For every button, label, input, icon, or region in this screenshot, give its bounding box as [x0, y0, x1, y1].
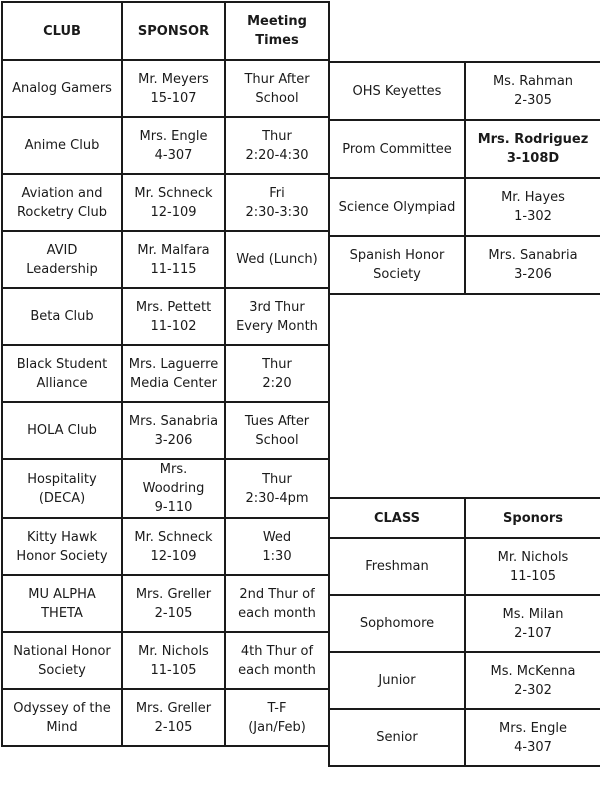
- meeting-header-line: Times: [255, 33, 299, 48]
- club-column-header: CLUB: [2, 2, 122, 60]
- club-sponsor-cell-line: 2-305: [514, 93, 552, 108]
- club-name-cell: [329, 236, 465, 294]
- meeting-time-cell: [225, 231, 329, 288]
- club-sponsor-cell-line: Mrs. Sanabria: [488, 248, 578, 263]
- club-name-cell-line: Society: [38, 662, 86, 678]
- class-name-cell-line: Junior: [378, 673, 416, 688]
- club-row: [2, 402, 329, 459]
- club-name-cell: [2, 632, 122, 689]
- meeting-time-cell-line: Thur: [262, 471, 292, 487]
- club-row: [2, 632, 329, 689]
- extra-clubs-table-body: [329, 62, 600, 294]
- club-sponsor-cell-line: Mrs. Sanabria: [128, 413, 219, 429]
- club-name-cell-line: THETA: [41, 605, 83, 621]
- class-sponsor-cell-line: 11-105: [509, 568, 557, 584]
- club-row: [2, 459, 329, 518]
- meeting-time-cell-line: Wed (Lunch): [236, 252, 318, 267]
- club-sponsor-cell-line: Mr. Nichols: [138, 643, 209, 659]
- club-row: [2, 518, 329, 575]
- class-sponsor-cell-line: 4-307: [514, 739, 552, 755]
- club-sponsor-cell-line: 12-109: [150, 548, 197, 564]
- meeting-time-cell-line: 2nd Thur of: [239, 586, 315, 602]
- club-sponsor-cell-line: Mr. Meyers: [138, 71, 209, 87]
- club-sponsor-cell-line: 9-110: [154, 500, 193, 515]
- meeting-time-cell-line: School: [255, 90, 299, 106]
- club-name-cell-line: Honor Society: [16, 548, 108, 564]
- club-sponsor-cell: [122, 345, 225, 402]
- club-name-cell-line: Anime Club: [24, 138, 100, 153]
- club-sponsor-cell-line: 11-102: [150, 318, 197, 334]
- club-row: [2, 689, 329, 746]
- class-row: [329, 709, 600, 766]
- meeting-time-cell: [225, 117, 329, 174]
- club-sponsor-cell-line: Ms. Rahman: [492, 74, 574, 89]
- club-name-cell-line: Analog Gamers: [12, 81, 112, 96]
- class-name-cell-line: Senior: [376, 730, 418, 745]
- club-sponsor-cell-line: Mrs. Greller: [135, 586, 212, 602]
- sponsors-column-header: Sponors: [465, 498, 600, 538]
- club-sponsor-cell: [122, 689, 225, 746]
- club-name-cell-line: Prom Committee: [342, 141, 452, 157]
- meeting-time-cell-line: 2:30-4pm: [245, 490, 309, 506]
- club-sponsor-cell-line: Mr. Hayes: [501, 190, 565, 205]
- club-sponsor-cell-line: Media Center: [130, 375, 217, 391]
- meeting-time-cell: [225, 345, 329, 402]
- class-column-header: CLASS: [329, 498, 465, 538]
- class-row: [329, 595, 600, 652]
- meeting-time-cell-line: each month: [238, 605, 316, 621]
- meeting-time-cell: [225, 402, 329, 459]
- meeting-time-cell: [225, 459, 329, 518]
- club-name-cell-line: Alliance: [36, 375, 88, 391]
- club-name-cell: [329, 178, 465, 236]
- club-name-cell-line: Beta Club: [30, 309, 94, 324]
- meeting-header-line: Meeting: [247, 14, 307, 29]
- club-sponsor-cell-line: Woodring: [142, 481, 205, 496]
- club-sponsor-cell-line: Mrs. Rodriguez: [477, 132, 589, 147]
- club-name-cell-line: Spanish Honor: [349, 248, 445, 263]
- class-sponsor-cell-line: Ms. McKenna: [490, 663, 576, 679]
- club-row: [2, 174, 329, 231]
- club-row: [2, 345, 329, 402]
- class-sponsor-cell: [465, 709, 600, 766]
- club-name-cell-line: Leadership: [26, 261, 98, 277]
- class-name-cell: [329, 652, 465, 709]
- club-name-cell: [2, 117, 122, 174]
- club-sponsor-cell: [122, 402, 225, 459]
- meeting-time-cell-line: 1:30: [262, 548, 292, 564]
- club-name-cell-line: Society: [373, 267, 421, 282]
- class-sponsor-cell-line: Ms. Milan: [502, 606, 564, 622]
- class-sponsor-cell: [465, 652, 600, 709]
- club-name-cell-line: Kitty Hawk: [26, 529, 98, 545]
- club-row: [2, 60, 329, 117]
- extra-club-row: [329, 178, 600, 236]
- club-sponsor-cell: [122, 60, 225, 117]
- class-row: [329, 538, 600, 595]
- club-sponsor-cell: [465, 120, 600, 178]
- club-sponsor-cell-line: 11-105: [150, 662, 197, 678]
- class-name-cell: [329, 538, 465, 595]
- club-name-cell-line: Black Student: [16, 356, 108, 372]
- club-name-cell-line: Rocketry Club: [16, 204, 108, 220]
- club-sponsor-cell-line: Mr. Schneck: [134, 185, 213, 201]
- club-name-cell: [2, 689, 122, 746]
- extra-club-row: [329, 236, 600, 294]
- club-sponsor-cell: [465, 62, 600, 120]
- class-sponsor-cell: [465, 538, 600, 595]
- class-name-cell-line: Freshman: [365, 559, 429, 574]
- meeting-time-cell-line: each month: [238, 662, 316, 678]
- meeting-time-cell-line: 2:20: [262, 375, 292, 391]
- meeting-time-cell-line: Wed: [262, 529, 292, 545]
- club-sponsor-cell-line: Mrs. Engle: [139, 128, 208, 144]
- club-name-cell-line: Hospitality: [27, 471, 97, 487]
- club-name-cell-line: Odyssey of the: [13, 700, 111, 716]
- class-sponsor-cell-line: Mr. Nichols: [497, 549, 569, 565]
- class-sponsor-cell-line: 2-302: [514, 682, 552, 698]
- meeting-time-cell: [225, 518, 329, 575]
- meeting-time-cell-line: 2:20-4:30: [245, 147, 309, 163]
- club-sponsor-cell: [122, 518, 225, 575]
- club-sponsor-cell: [122, 288, 225, 345]
- club-name-cell: [2, 402, 122, 459]
- extra-club-row: [329, 62, 600, 120]
- club-sponsor-cell-line: 1-302: [514, 209, 552, 224]
- extra-club-row: [329, 120, 600, 178]
- club-sponsor-cell-line: 15-107: [150, 90, 197, 106]
- meeting-time-cell-line: Thur: [262, 128, 292, 144]
- meeting-time-cell: [225, 689, 329, 746]
- class-sponsors-table-body: [329, 498, 600, 766]
- class-name-cell-line: Sophomore: [359, 616, 435, 631]
- club-sponsor-cell: [122, 231, 225, 288]
- meeting-time-cell-line: Every Month: [236, 318, 318, 334]
- club-name-cell: [2, 459, 122, 518]
- clubs-table-body: [2, 2, 329, 746]
- club-sponsor-cell-line: 3-206: [154, 432, 193, 448]
- meeting-time-cell-line: School: [255, 432, 299, 448]
- meeting-time-cell-line: Tues After: [244, 413, 310, 429]
- club-sponsor-cell-line: Mrs. Greller: [135, 700, 212, 716]
- club-sponsor-cell: [465, 178, 600, 236]
- club-name-cell-line: HOLA Club: [27, 423, 97, 438]
- club-sponsor-cell-line: 2-105: [154, 719, 193, 735]
- club-row: [2, 288, 329, 345]
- club-sponsor-cell-line: 3-108D: [506, 151, 560, 166]
- club-name-cell-line: Mind: [46, 719, 78, 735]
- meeting-time-cell-line: (Jan/Feb): [248, 719, 306, 735]
- club-name-cell-line: MU ALPHA: [28, 586, 96, 602]
- class-row: [329, 652, 600, 709]
- club-name-cell-line: Aviation and: [21, 185, 103, 201]
- club-name-cell-line: OHS Keyettes: [352, 83, 442, 99]
- club-name-cell: [2, 575, 122, 632]
- club-sponsor-cell: [122, 117, 225, 174]
- club-name-cell-line: Science Olympiad: [338, 199, 456, 215]
- club-name-cell: [2, 518, 122, 575]
- club-row: [2, 575, 329, 632]
- club-name-cell: [2, 60, 122, 117]
- meeting-time-cell-line: 3rd Thur: [249, 299, 305, 315]
- club-sponsor-cell-line: 11-115: [150, 261, 197, 277]
- club-name-cell: [2, 288, 122, 345]
- club-sponsor-cell-line: Mrs.: [159, 462, 188, 477]
- class-header-row: [329, 498, 600, 538]
- club-sponsor-cell-line: 4-307: [154, 147, 193, 163]
- club-name-cell: [2, 174, 122, 231]
- meeting-time-cell: [225, 60, 329, 117]
- club-name-cell: [2, 345, 122, 402]
- class-name-cell: [329, 709, 465, 766]
- sponsor-column-header: SPONSOR: [122, 2, 225, 60]
- club-name-cell-line: (DECA): [38, 490, 86, 506]
- clubs-table: [1, 1, 330, 747]
- club-sponsor-cell: [122, 174, 225, 231]
- club-name-cell: [329, 62, 465, 120]
- club-sponsor-cell-line: Mrs. Pettett: [135, 299, 212, 315]
- meeting-times-column-header: [225, 2, 329, 60]
- meeting-time-cell: [225, 288, 329, 345]
- club-name-cell: [2, 231, 122, 288]
- club-sponsor-cell: [122, 632, 225, 689]
- club-sponsor-cell-line: 2-105: [154, 605, 193, 621]
- club-name-cell-line: AVID: [46, 242, 78, 258]
- class-sponsor-cell-line: Mrs. Engle: [499, 720, 567, 736]
- club-sponsor-cell-line: Mr. Schneck: [134, 529, 213, 545]
- club-sponsor-cell-line: 12-109: [150, 204, 197, 220]
- club-sponsor-cell: [122, 459, 225, 518]
- meeting-time-cell-line: Thur: [262, 356, 292, 372]
- club-sponsor-cell-line: 3-206: [514, 267, 552, 282]
- club-row: [2, 231, 329, 288]
- club-sponsor-cell-line: Mr. Malfara: [137, 242, 210, 258]
- extra-clubs-table: [328, 61, 600, 295]
- club-sponsor-cell: [122, 575, 225, 632]
- meeting-time-cell: [225, 632, 329, 689]
- meeting-time-cell: [225, 174, 329, 231]
- clubs-header-row: [2, 2, 329, 60]
- meeting-time-cell-line: Thur After: [244, 71, 310, 87]
- club-sponsor-cell-line: Mrs. Laguerre: [128, 356, 219, 372]
- class-sponsors-table: [328, 497, 600, 767]
- club-row: [2, 117, 329, 174]
- meeting-time-cell-line: Fri: [269, 185, 285, 201]
- meeting-time-cell-line: T-F: [267, 700, 287, 716]
- class-sponsor-cell-line: 2-107: [514, 625, 552, 641]
- class-name-cell: [329, 595, 465, 652]
- class-sponsor-cell: [465, 595, 600, 652]
- meeting-time-cell-line: 2:30-3:30: [245, 204, 309, 220]
- meeting-time-cell-line: 4th Thur of: [240, 643, 314, 659]
- club-name-cell-line: National Honor: [13, 643, 111, 659]
- meeting-time-cell: [225, 575, 329, 632]
- club-name-cell: [329, 120, 465, 178]
- club-sponsor-cell: [465, 236, 600, 294]
